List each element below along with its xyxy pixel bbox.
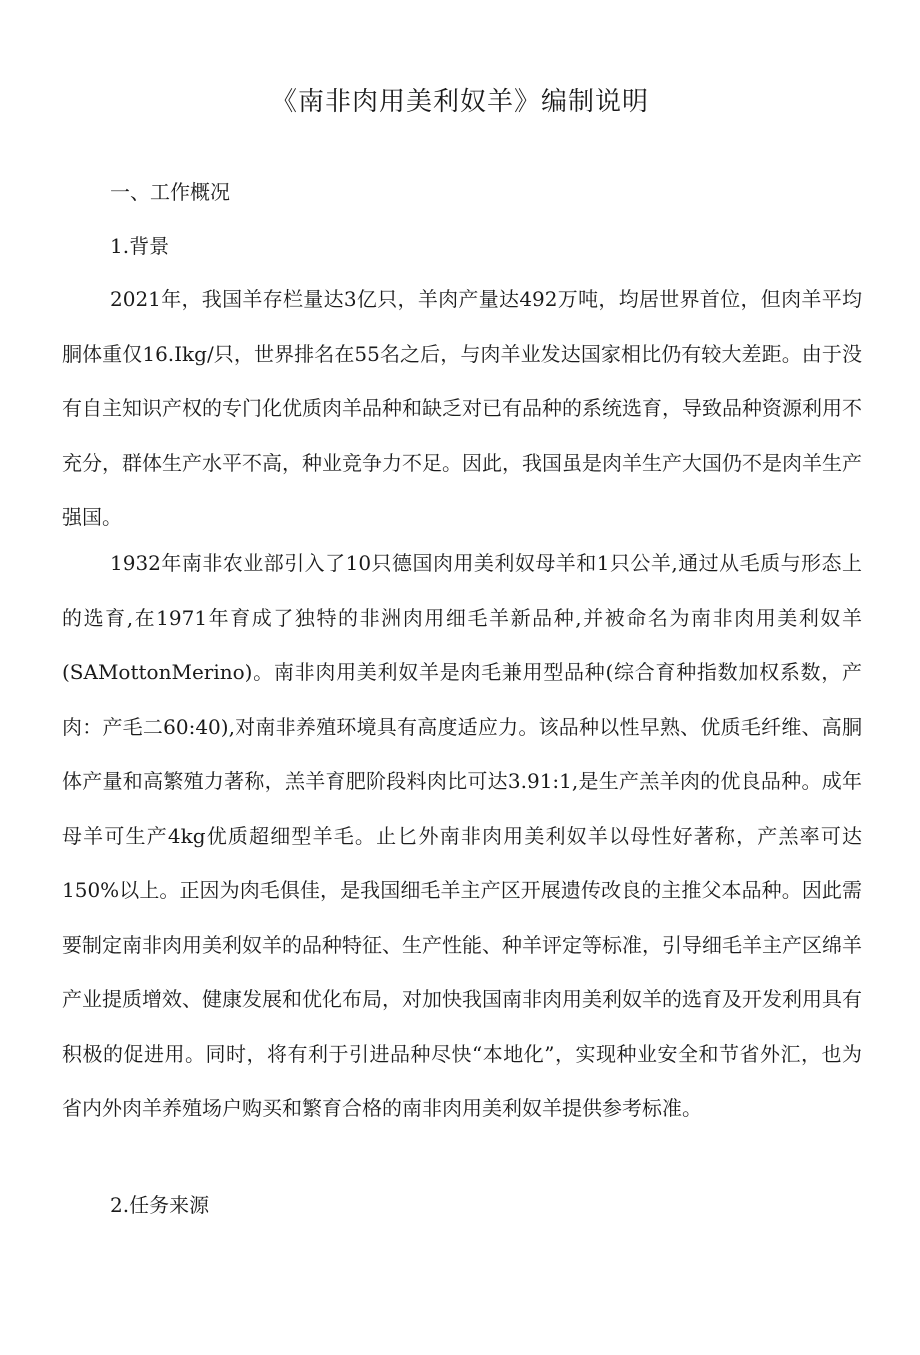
document-title: 《南非肉用美利奴羊》编制说明 — [270, 87, 649, 117]
paragraph-breed-history: 1932年南非农业部引入了10只德国肉用美利奴母羊和1只公羊,通过从毛质与形态上的选育,在1971年育成了独特的非洲肉用细毛羊新品种,并被命名为南非肉用美利奴羊(SAMottonMerino)。南非肉用美利奴羊是肉毛兼用型品种(综合育种指数加权系数，产肉：产毛二60:40),对南非养殖环境具有高度适应力。该品种以性早熟、优质毛纤维、高胴体产量和高繁殖力著称，羔羊育肥阶段料肉比可达3.91:1,是生产羔羊肉的优良品种。成年母羊可生产4kg优质超细型羊毛。止匕外南非肉用美利奴羊以母性好著称，产羔率可达150%以上。正因为肉毛俱佳，是我国细毛羊主产区开展遗传改良的主推父本品种。因此需要制定南非肉用美利奴羊的品种特征、生产性能、种羊评定等标准，引导细毛羊主产区绵羊产业提质增效、健康发展和优化布局，对加快我国南非肉用美利奴羊的选育及开发利用具有积极的促进用。同时，将有利于引进品种尽快“本地化”，实现种业安全和节省外汇，也为省内外肉羊养殖场户购买和繁育合格的南非肉用美利奴羊提供参考标准。 — [62, 551, 862, 1120]
paragraph-background-statistics: 2021年，我国羊存栏量达3亿只，羊肉产量达492万吨，均居世界首位，但肉羊平均胴体重仅16.Ikg/只，世界排名在55名之后，与肉羊业发达国家相比仍有较大差距。由于没有自主知识产权的专门化优质肉羊品种和缺乏对已有品种的系统选育，导致品种资源利用不充分，群体生产水平不高，种业竞争力不足。因此，我国虽是肉羊生产大国仍不是肉羊生产强国。 — [62, 287, 862, 529]
subsection-heading-background: 1.背景 — [110, 234, 170, 258]
subsection-heading-task-source: 2.任务来源 — [110, 1193, 210, 1217]
section-heading: 一、工作概况 — [110, 180, 230, 204]
